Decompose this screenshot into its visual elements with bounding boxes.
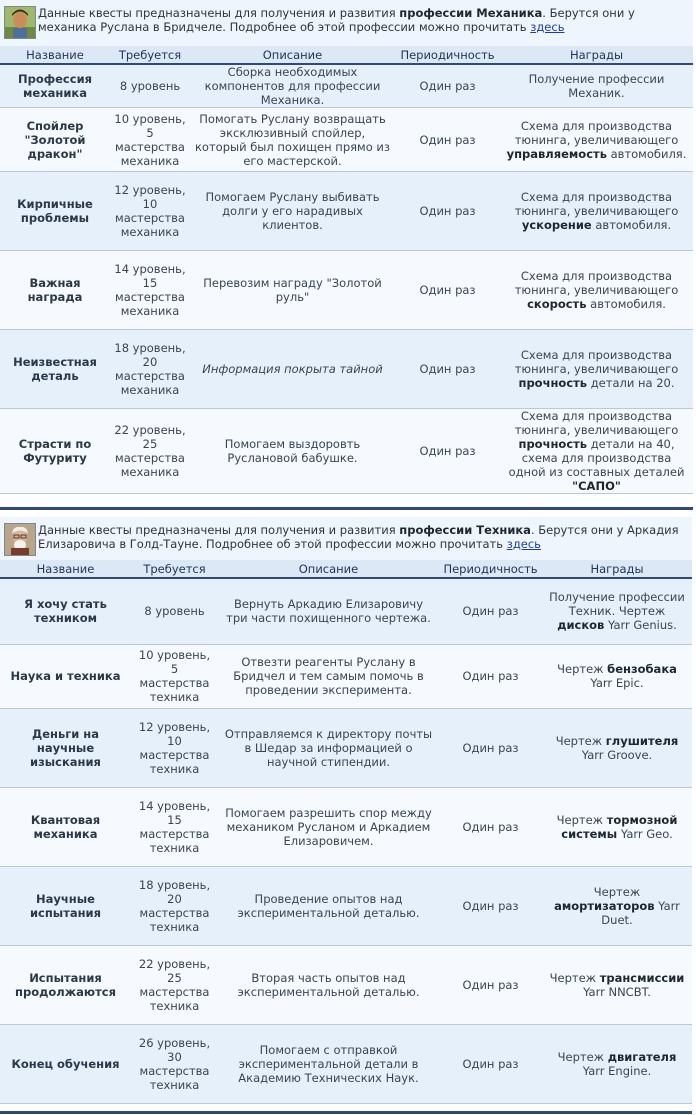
reward-text: Получение профессии Техник. Чертеж [549,590,685,619]
quest-description: Помогать Руслану возвращать эксклюзивный спойлер, который был похищен прямо из его мастерской. [190,108,395,172]
reward-highlight: скорость [527,297,587,311]
reward-text: Yarr Epic. [590,676,644,690]
column-header-name: Название [0,46,110,64]
column-header-requirement: Требуется [131,560,218,578]
quest-requirement: 14 уровень, 15 мастерства механика [110,251,190,330]
quest-description: Помогаем Руслану выбивать долги у его нарадивых клиентов. [190,172,395,251]
reward-highlight: прочность [518,376,588,390]
table-row [0,644,692,708]
quest-requirement: 8 уровень [110,64,190,108]
reward-text: Схема для производства тюнинга, увеличивающего [514,118,679,147]
quest-reward [500,108,693,172]
quest-description: Вторая часть опытов над экспериментальной деталью. [218,945,439,1024]
reward-text: Чертеж [557,662,608,676]
quest-name: Неизвестная деталь [0,330,110,409]
quest-requirement: 10 уровень, 5 мастерства техника [131,644,218,708]
mechanic-quests-table [0,46,693,494]
quest-requirement: 26 уровень, 30 мастерства техника [131,1024,218,1103]
reward-text: Схема для производства тюнинга, увеличивающего [514,409,679,437]
quest-periodicity: Один раз [395,64,500,108]
quest-name: Важная награда [0,251,110,330]
quest-reward [500,330,693,409]
quest-periodicity: Один раз [439,787,542,866]
quest-name: Кирпичные проблемы [0,172,110,251]
quest-description: Помогаем выздоровть Руслановой бабушке. [190,409,395,494]
reward-text: Чертеж [593,884,641,899]
quest-periodicity: Один раз [395,108,500,172]
quest-name: Наука и техника [0,644,131,708]
column-header-requirement: Требуется [110,46,190,64]
reward-highlight: бензобака [607,662,677,676]
quest-requirement: 8 уровень [131,578,218,644]
quest-description: Сборка необходимых компонентов для профессии Механика. [190,64,395,108]
reward-text: Yarr Duet. [601,898,680,927]
quest-requirement: 22 уровень, 25 мастерства техника [131,945,218,1024]
table-row [0,108,693,172]
reward-highlight: трансмиссии [599,970,685,985]
quest-periodicity: Один раз [439,1024,542,1103]
reward-text: Yarr Groove. [581,747,653,762]
quest-periodicity: Один раз [439,578,542,644]
quest-reward [500,251,693,330]
quest-reward [500,172,693,251]
reward-text: детали на 20. [587,376,675,390]
reward-highlight: "САПО" [572,479,621,493]
reward-text: автомобиля. [606,146,687,161]
quest-periodicity: Один раз [395,409,500,494]
reward-highlight: дисков [557,618,605,633]
reward-highlight: прочность [518,437,588,451]
technic-avatar [4,523,36,556]
intro-text-tail: . Берутся они у Аркадия Елизаровича в Голд-Тауне. Подробнее об этой профессии можно прочитать [38,523,679,551]
quest-description: Перевозим награду "Золотой руль" [190,251,395,330]
quest-reward [542,708,692,787]
profession-name: профессии Техника [399,523,531,537]
intro-text-tail: . Берутся они у механика Руслана в Бридчеле. Подробнее об этой профессии можно прочитать [38,6,635,34]
reward-text: Схема для производства тюнинга, увеличивающего [514,190,679,218]
reward-text: Схема для производства тюнинга, увеличивающего [514,269,679,297]
quest-description: Проведение опытов над экспериментальной деталью. [218,866,439,945]
quest-periodicity: Один раз [439,866,542,945]
quest-name: Квантовая механика [0,787,131,866]
column-header-rewards: Награды [500,46,693,64]
reward-highlight: двигателя [607,1049,677,1064]
quest-reward [542,787,692,866]
quest-requirement: 18 уровень, 20 мастерства механика [110,330,190,409]
reward-text: Чертеж [549,970,600,985]
reward-text: Чертеж [555,733,606,748]
quest-reward [500,409,693,494]
reward-highlight: тормозной системы [561,812,678,841]
table-row [0,64,693,108]
column-header-periodicity: Периодичность [395,46,500,64]
reward-text: Yarr NNCBT. [583,984,651,999]
reward-text: Чертеж [557,1049,608,1064]
quest-requirement: 10 уровень, 5 мастерства механика [110,108,190,172]
quest-reward [542,866,692,945]
quest-periodicity: Один раз [439,945,542,1024]
quest-reward [500,64,693,108]
technic-quests-section [0,517,692,1104]
quest-reward [542,644,692,708]
quest-reward [542,578,692,644]
technic-quests-rows [0,578,692,1103]
quest-periodicity: Один раз [395,251,500,330]
quest-name: Страсти по Футуриту [0,409,110,494]
reward-text: автомобиля. [586,297,666,311]
reward-highlight: амортизаторов [554,898,655,913]
table-row [0,945,692,1024]
quest-name: Научные испытания [0,866,131,945]
quest-name: Деньги на научные изыскания [0,708,131,787]
reward-text: Получение профессии Механик. [528,72,665,100]
table-row [0,1024,692,1103]
reward-highlight: ускорение [521,218,592,232]
mechanic-quests-section [0,0,693,494]
quest-name: Испытания продолжаются [0,945,131,1024]
reward-text: Yarr Geo. [617,826,673,841]
quest-name: Профессия механика [0,64,110,108]
quest-requirement: 14 уровень, 15 мастерства техника [131,787,218,866]
section-divider-bottom [0,1111,692,1114]
quest-description: Помогаем с отправкой экспериментальной детали в Академию Технических Наук. [218,1024,439,1103]
table-row [0,172,693,251]
section-divider [0,507,693,510]
column-header-rewards: Награды [542,560,692,578]
intro-text: Данные квесты предназначены для получения и развития [38,6,400,20]
technic-intro [0,517,692,560]
quest-periodicity: Один раз [395,172,500,251]
reward-text: детали на 40, схема для производства одной из составных деталей [508,437,685,479]
quest-name: Спойлер "Золотой дракон" [0,108,110,172]
quest-requirement: 22 уровень, 25 мастерства механика [110,409,190,494]
quest-description: Помогаем разрешить спор между механиком Русланом и Аркадием Елизаровичем. [218,787,439,866]
quest-reward [542,1024,692,1103]
quest-name: Конец обучения [0,1024,131,1103]
reward-text: Схема для производства тюнинга, увеличивающего [514,348,679,376]
reward-text: автомобиля. [591,218,672,232]
profession-name: профессии Механика [399,6,543,20]
quest-description: Отвезти реагенты Руслану в Бридчел и тем самым помочь в проведении эксперимента. [218,644,439,708]
quest-periodicity: Один раз [395,330,500,409]
reward-text: Чертеж [556,812,607,827]
mechanic-avatar [4,6,36,39]
reward-highlight: управляемость [506,146,607,161]
table-row [0,251,693,330]
quest-requirement: 18 уровень, 20 мастерства техника [131,866,218,945]
quest-periodicity: Один раз [439,644,542,708]
profession-info-link[interactable]: здесь [530,20,565,34]
reward-text: Yarr Engine. [582,1063,652,1078]
mechanic-quests-rows [0,64,693,494]
quest-name: Я хочу стать техником [0,578,131,644]
table-row [0,708,692,787]
quest-description: Отправляемся к директору почты в Шедар за информацией о научной стипендии. [218,708,439,787]
quest-description: Вернуть Аркадию Елизаровичу три части похищенного чертежа. [218,578,439,644]
mechanic-intro [0,0,693,46]
table-row [0,578,692,644]
technic-quests-table [0,560,692,1104]
reward-highlight: глушителя [605,733,679,748]
quest-description [190,330,395,409]
column-header-description: Описание [218,560,439,578]
quest-periodicity: Один раз [439,708,542,787]
quest-requirement: 12 уровень, 10 мастерства механика [110,172,190,251]
reward-text: Yarr Genius. [604,618,677,633]
intro-text: Данные квесты предназначены для получения и развития [38,523,400,537]
column-header-description: Описание [190,46,395,64]
column-header-name: Название [0,560,131,578]
table-row [0,409,693,494]
profession-info-link[interactable]: здесь [506,537,541,551]
table-row [0,866,692,945]
table-row [0,330,693,409]
column-header-periodicity: Периодичность [439,560,542,578]
quest-description-italic: Информация покрыта тайной [202,362,383,376]
quest-reward [542,945,692,1024]
quest-requirement: 12 уровень, 10 мастерства техника [131,708,218,787]
table-row [0,787,692,866]
